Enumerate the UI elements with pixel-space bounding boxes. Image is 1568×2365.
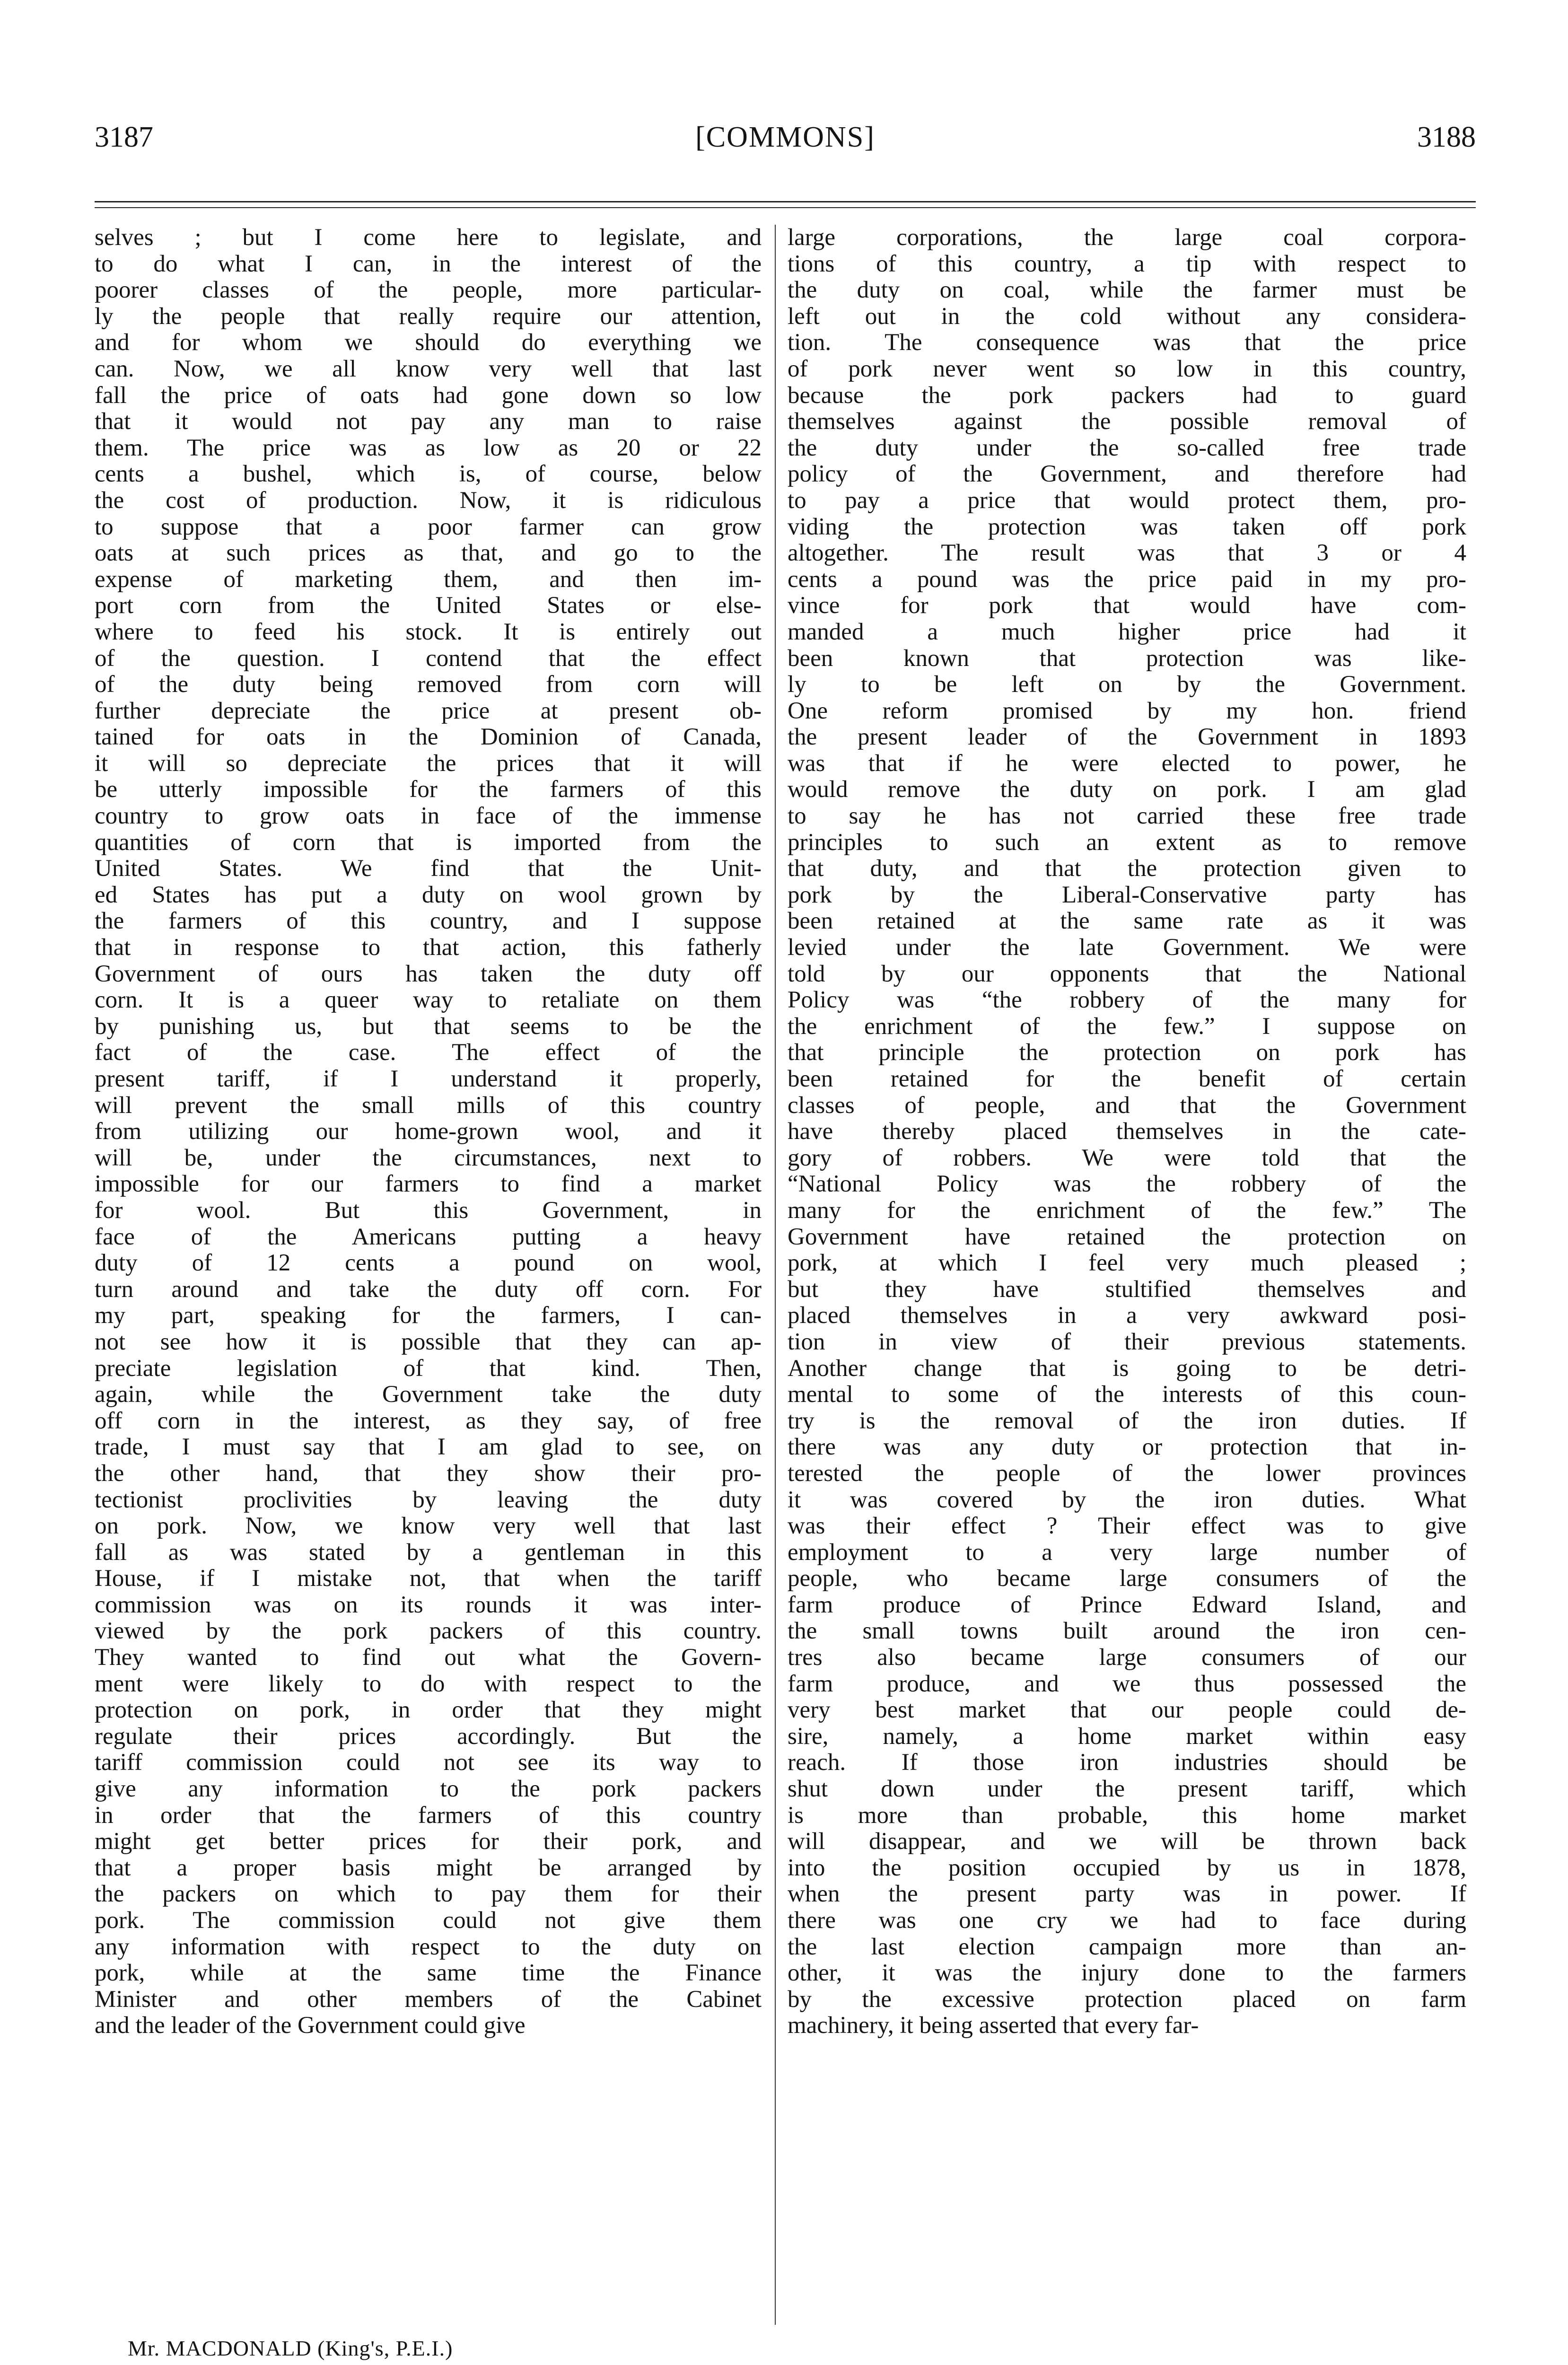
text-line: protection on pork, in order that they might	[95, 1697, 762, 1724]
text-line: pork. The commission could not give them	[95, 1908, 762, 1934]
text-line: very best market that our people could de-	[788, 1697, 1466, 1724]
text-line: by the excessive protection placed on farm	[788, 1986, 1466, 2013]
text-line: turn around and take the duty off corn. For	[95, 1276, 762, 1303]
text-line: tion. The consequence was that the price	[788, 330, 1466, 356]
text-line: where to feed his stock. It is entirely out	[95, 619, 762, 645]
text-line: placed themselves in a very awkward posi-	[788, 1303, 1466, 1329]
text-line: farm produce, and we thus possessed the	[788, 1671, 1466, 1697]
text-line: off corn in the interest, as they say, of free	[95, 1408, 762, 1434]
text-line: people, who became large consumers of the	[788, 1566, 1466, 1592]
header-rule	[95, 201, 1476, 202]
text-line: tained for oats in the Dominion of Canada,	[95, 724, 762, 751]
text-line: was that if he were elected to power, he	[788, 750, 1466, 777]
text-line: selves ; but I come here to legislate, and	[95, 225, 762, 251]
text-line: cents a pound was the price paid in my pro-	[788, 566, 1466, 593]
text-line: any information with respect to the duty on	[95, 1934, 762, 1960]
text-line: to suppose that a poor farmer can grow	[95, 514, 762, 540]
text-line: One reform promised by my hon. friend	[788, 698, 1466, 724]
text-line: might get better prices for their pork, and	[95, 1829, 762, 1855]
text-line: the duty on coal, while the farmer must be	[788, 277, 1466, 304]
text-line: gory of robbers. We were told that the	[788, 1145, 1466, 1171]
text-line: classes of people, and that the Government	[788, 1092, 1466, 1119]
text-line: is more than probable, this home market	[788, 1802, 1466, 1829]
text-line: the other hand, that they show their pro-	[95, 1460, 762, 1487]
text-line: ly the people that really require our attention,	[95, 303, 762, 330]
text-line: to do what I can, in the interest of the	[95, 251, 762, 277]
text-line: employment to a very large number of	[788, 1539, 1466, 1566]
text-line: machinery, it being asserted that every far-	[788, 2013, 1199, 2039]
text-line: again, while the Government take the duty	[95, 1382, 762, 1408]
page-number-right: 3188	[1417, 121, 1476, 153]
text-line: principles to such an extent as to remove	[788, 829, 1466, 856]
text-line: policy of the Government, and therefore had	[788, 461, 1466, 488]
text-line: tectionist proclivities by leaving the duty	[95, 1487, 762, 1513]
text-line: into the position occupied by us in 1878,	[788, 1855, 1466, 1881]
text-line: will disappear, and we will be thrown back	[788, 1829, 1466, 1855]
text-line: the enrichment of the few.” I suppose on	[788, 1013, 1466, 1040]
text-line: regulate their prices accordingly. But the	[95, 1723, 762, 1750]
text-line: the last election campaign more than an-	[788, 1934, 1466, 1960]
text-line: trade, I must say that I am glad to see, on	[95, 1434, 762, 1461]
text-line: when the present party was in power. If	[788, 1881, 1466, 1908]
text-line: been retained at the same rate as it was	[788, 908, 1466, 935]
text-line: that duty, and that the protection given to	[788, 856, 1466, 882]
text-line: tions of this country, a tip with respect to	[788, 251, 1466, 277]
text-line: Policy was “the robbery of the many for	[788, 987, 1466, 1014]
text-line: country to grow oats in face of the immense	[95, 803, 762, 830]
text-line: pork, while at the same time the Finance	[95, 1960, 762, 1987]
text-line: corn. It is a queer way to retaliate on them	[95, 987, 762, 1014]
text-line: of pork never went so low in this country,	[788, 356, 1466, 382]
right-column	[788, 225, 1466, 2039]
text-line: large corporations, the large coal corpora-	[788, 225, 1466, 251]
text-line: it was covered by the iron duties. What	[788, 1487, 1466, 1513]
text-line: that in response to that action, this fatherly	[95, 935, 762, 961]
text-line: of the duty being removed from corn will	[95, 672, 762, 698]
text-line: it will so depreciate the prices that it will	[95, 750, 762, 777]
text-line: there was one cry we had to face during	[788, 1908, 1466, 1934]
text-line: impossible for our farmers to find a market	[95, 1171, 762, 1198]
text-line: try is the removal of the iron duties. If	[788, 1408, 1466, 1434]
text-line: give any information to the pork packers	[95, 1776, 762, 1803]
text-line: the farmers of this country, and I suppose	[95, 908, 762, 935]
text-line: Government have retained the protection on	[788, 1224, 1466, 1250]
text-line: was their effect ? Their effect was to give	[788, 1513, 1466, 1540]
text-line: Minister and other members of the Cabinet	[95, 1986, 762, 2013]
text-line: that principle the protection on pork has	[788, 1040, 1466, 1066]
text-line: viding the protection was taken off pork	[788, 514, 1466, 540]
text-line: fall the price of oats had gone down so low	[95, 382, 762, 409]
text-line: altogether. The result was that 3 or 4	[788, 540, 1466, 567]
text-line: ed States has put a duty on wool grown by	[95, 882, 762, 908]
text-line: fall as was stated by a gentleman in this	[95, 1539, 762, 1566]
text-line: that a proper basis might be arranged by	[95, 1855, 762, 1881]
text-line: there was any duty or protection that in-	[788, 1434, 1466, 1461]
header-rule-secondary	[95, 207, 1476, 208]
text-line: oats at such prices as that, and go to the	[95, 540, 762, 567]
text-line: farm produce of Prince Edward Island, and	[788, 1592, 1466, 1618]
page-number-left: 3187	[95, 121, 153, 153]
text-line: the present leader of the Government in 1893	[788, 724, 1466, 751]
text-line: from utilizing our home-grown wool, and it	[95, 1119, 762, 1145]
left-column	[95, 225, 762, 2039]
text-line: preciate legislation of that kind. Then,	[95, 1355, 762, 1382]
text-line: levied under the late Government. We were	[788, 935, 1466, 961]
text-line: present tariff, if I understand it properly,	[95, 1066, 762, 1092]
text-line: port corn from the United States or else-	[95, 593, 762, 619]
text-line: ment were likely to do with respect to the	[95, 1671, 762, 1697]
text-line: to say he has not carried these free trade	[788, 803, 1466, 830]
text-line: for wool. But this Government, in	[95, 1197, 762, 1224]
text-line: House, if I mistake not, that when the tariff	[95, 1566, 762, 1592]
text-line: pork by the Liberal-Conservative party has	[788, 882, 1466, 908]
text-line: the cost of production. Now, it is ridiculous	[95, 487, 762, 514]
text-line: ly to be left on by the Government.	[788, 672, 1466, 698]
text-line: many for the enrichment of the few.” The	[788, 1197, 1466, 1224]
text-line: further depreciate the price at present ob-	[95, 698, 762, 724]
text-line: have thereby placed themselves in the cate-	[788, 1119, 1466, 1145]
text-line: United States. We find that the Unit-	[95, 856, 762, 882]
text-line: vince for pork that would have com-	[788, 593, 1466, 619]
text-line: pork, at which I feel very much pleased ;	[788, 1250, 1466, 1277]
text-line: by punishing us, but that seems to be the	[95, 1013, 762, 1040]
text-line: in order that the farmers of this country	[95, 1802, 762, 1829]
text-line: Another change that is going to be detri-	[788, 1355, 1466, 1382]
text-line: tariff commission could not see its way to	[95, 1750, 762, 1776]
text-line: of the question. I contend that the effect	[95, 645, 762, 672]
text-line: because the pork packers had to guard	[788, 382, 1466, 409]
text-line: cents a bushel, which is, of course, below	[95, 461, 762, 488]
text-line: my part, speaking for the farmers, I can-	[95, 1303, 762, 1329]
speaker-footer: Mr. MACDONALD (King's, P.E.I.)	[128, 2336, 453, 2360]
text-line: but they have stultified themselves and	[788, 1276, 1466, 1303]
text-line: expense of marketing them, and then im-	[95, 566, 762, 593]
text-line: tion in view of their previous statements.	[788, 1329, 1466, 1355]
column-divider	[775, 225, 776, 2325]
text-line: that it would not pay any man to raise	[95, 409, 762, 435]
text-line: quantities of corn that is imported from the	[95, 829, 762, 856]
text-line: and for whom we should do everything we	[95, 330, 762, 356]
text-line: other, it was the injury done to the farmers	[788, 1960, 1466, 1987]
text-line: them. The price was as low as 20 or 22	[95, 435, 762, 461]
text-line: told by our opponents that the National	[788, 961, 1466, 987]
text-line: viewed by the pork packers of this country.	[95, 1618, 762, 1645]
text-line: and the leader of the Government could give	[95, 2013, 526, 2039]
running-title: [COMMONS]	[695, 121, 875, 153]
text-line: on pork. Now, we know very well that last	[95, 1513, 762, 1540]
text-line: terested the people of the lower provinces	[788, 1460, 1466, 1487]
text-line: to pay a price that would protect them, pro-	[788, 487, 1466, 514]
text-line: themselves against the possible removal of	[788, 409, 1466, 435]
text-line: will prevent the small mills of this country	[95, 1092, 762, 1119]
text-line: “National Policy was the robbery of the	[788, 1171, 1466, 1198]
text-line: mental to some of the interests of this coun-	[788, 1382, 1466, 1408]
text-line: be utterly impossible for the farmers of this	[95, 777, 762, 803]
text-line: commission was on its rounds it was inter-	[95, 1592, 762, 1618]
text-line: been known that protection was like-	[788, 645, 1466, 672]
text-line: Government of ours has taken the duty off	[95, 961, 762, 987]
text-line: They wanted to find out what the Govern-	[95, 1645, 762, 1671]
text-line: reach. If those iron industries should be	[788, 1750, 1466, 1776]
text-line: will be, under the circumstances, next to	[95, 1145, 762, 1171]
text-line: sire, namely, a home market within easy	[788, 1723, 1466, 1750]
text-line: the small towns built around the iron cen-	[788, 1618, 1466, 1645]
text-line: left out in the cold without any considera-	[788, 303, 1466, 330]
text-line: shut down under the present tariff, which	[788, 1776, 1466, 1803]
text-line: not see how it is possible that they can ap-	[95, 1329, 762, 1355]
text-line: the packers on which to pay them for their	[95, 1881, 762, 1908]
text-line: poorer classes of the people, more particular-	[95, 277, 762, 304]
text-line: can. Now, we all know very well that last	[95, 356, 762, 382]
text-line: manded a much higher price had it	[788, 619, 1466, 645]
text-line: been retained for the benefit of certain	[788, 1066, 1466, 1092]
text-line: would remove the duty on pork. I am glad	[788, 777, 1466, 803]
page-header	[95, 118, 1476, 156]
text-line: fact of the case. The effect of the	[95, 1040, 762, 1066]
text-line: duty of 12 cents a pound on wool,	[95, 1250, 762, 1277]
text-line: tres also became large consumers of our	[788, 1645, 1466, 1671]
text-line: face of the Americans putting a heavy	[95, 1224, 762, 1250]
text-line: the duty under the so-called free trade	[788, 435, 1466, 461]
